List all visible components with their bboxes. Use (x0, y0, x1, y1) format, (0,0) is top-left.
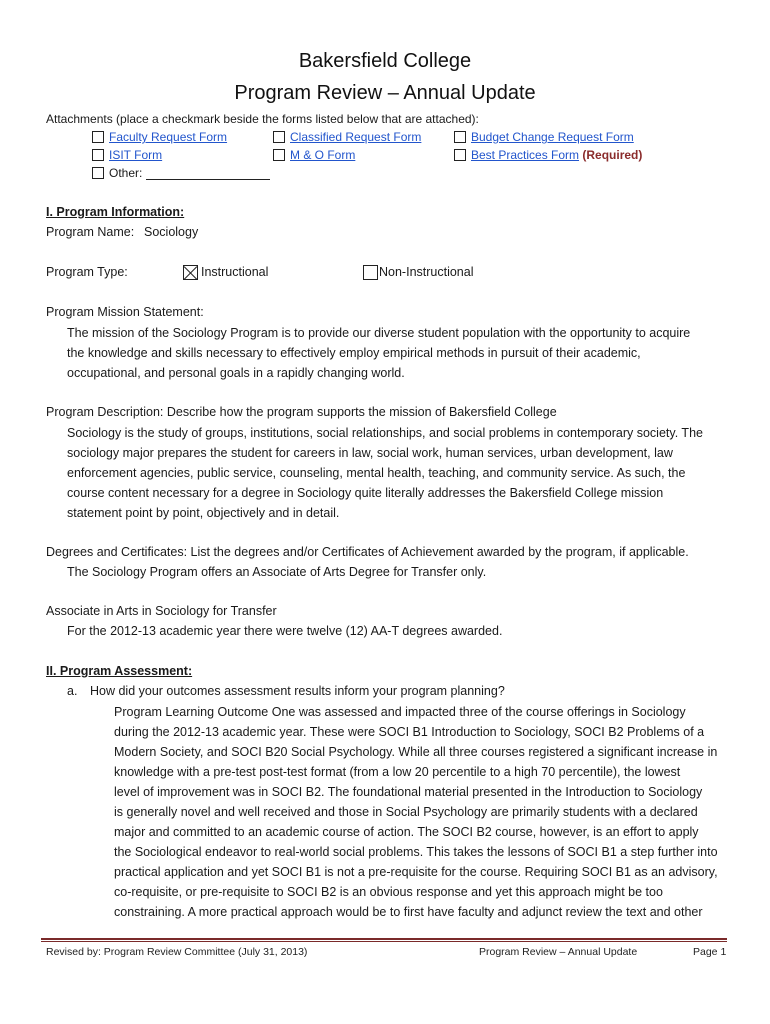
instructional-checkbox[interactable] (183, 265, 198, 280)
degrees-label: Degrees and Certificates: List the degrees and/or Certificates of Achievement awarded by the program, if applicable. (46, 545, 689, 559)
other-checkbox[interactable] (92, 167, 104, 179)
mission-line: the knowledge and skills necessary to effectively employ empirical methods in pursuit of their academic, (67, 346, 641, 360)
mission-statement (67, 323, 690, 383)
program-description (67, 423, 703, 523)
answer-line: knowledge with a pre-test post-test format (from a low 20 percentile to a high 70 percentile), the lowest (114, 765, 681, 779)
footer-rule (41, 938, 727, 940)
noninstructional-label: Non-Instructional (379, 265, 474, 279)
answer-line: practical application and yet SOCI B1 is not a pre-requisite for the course. Requiring SOCI B1 as an advisory, (114, 865, 718, 879)
other-label: Other: (109, 166, 143, 180)
program-name-label: Program Name: (46, 225, 135, 239)
isit-link[interactable]: ISIT Form (109, 148, 163, 162)
answer-line: Program Learning Outcome One was assessed and impacted three of the course offerings in Sociology (114, 705, 686, 719)
mission-line: The mission of the Sociology Program is to provide our diverse student population with the opportunity to acquire (67, 326, 691, 340)
attachments-intro: Attachments (place a checkmark beside the forms listed below that are attached): (46, 112, 479, 126)
other-row (109, 166, 270, 180)
footer-revised: Revised by: Program Review Committee (July 31, 2013) (46, 946, 308, 958)
answer-line: during the 2012-13 academic year. These were SOCI B1 Introduction to Sociology, SOCI B2 Problems of a (114, 725, 705, 739)
answer-line: co-requisite, or pre-requisite to SOCI B2 is an obvious response and yet this approach might be too (114, 885, 663, 899)
faculty-request-checkbox[interactable] (92, 131, 104, 143)
document-title: Bakersfield College (298, 50, 472, 72)
m-and-o-checkbox[interactable] (273, 149, 285, 161)
mission-line: occupational, and personal goals in a rapidly changing world. (67, 366, 405, 380)
answer-line: the Sociological endeavor to real-world social problems. This takes the lessons of SOCI B1 a step further into (114, 845, 718, 859)
section-2-heading: II. Program Assessment: (46, 664, 193, 678)
answer-line: level of improvement was in SOCI B2. The foundational material presented in the Introduction to Sociology (114, 785, 703, 799)
page-number: Page 1 (693, 946, 727, 958)
answer-line: major and committed to an academic course of action. The SOCI B2 course, however, is an effort to apply (114, 825, 699, 839)
noninstructional-checkbox[interactable] (363, 265, 378, 280)
description-line: Sociology is the study of groups, institutions, social relationships, and social problems in contemporary society. The (67, 426, 703, 440)
description-line: statement point by point, objectively and in detail. (67, 506, 340, 520)
m-and-o-link[interactable]: M & O Form (290, 148, 356, 162)
answer-line: Modern Society, and SOCI B20 Social Psychology. While all three courses registered a significant increase in (114, 745, 718, 759)
budget-change-checkbox[interactable] (454, 131, 466, 143)
faculty-request-link[interactable]: Faculty Request Form (109, 130, 228, 144)
best-practices-link[interactable]: Best Practices Form (471, 148, 580, 162)
question-letter: a. (67, 684, 78, 698)
description-line: enforcement agencies, public service, counseling, mental health, teaching, and community service. As such, the (67, 466, 686, 480)
required-note: (Required) (582, 148, 643, 162)
classified-request-link[interactable]: Classified Request Form (290, 130, 422, 144)
degrees-text: The Sociology Program offers an Associate of Arts Degree for Transfer only. (67, 565, 487, 579)
isit-checkbox[interactable] (92, 149, 104, 161)
description-line: sociology major prepares the student for careers in law, social work, human services, urban development, law (67, 446, 673, 460)
best-practices-checkbox[interactable] (454, 149, 466, 161)
classified-request-checkbox[interactable] (273, 131, 285, 143)
footer-rule-thin (41, 941, 727, 942)
program-name-value: Sociology (144, 225, 199, 239)
section-1-heading: I. Program Information: (46, 205, 185, 219)
assessment-answer (114, 702, 718, 922)
assessment-question: How did your outcomes assessment results inform your program planning? (90, 684, 505, 698)
other-blank-field[interactable] (146, 168, 270, 180)
description-label: Program Description: Describe how the program supports the mission of Bakersfield College (46, 405, 557, 419)
aa-text: For the 2012-13 academic year there were twelve (12) AA-T degrees awarded. (67, 624, 503, 638)
budget-change-link[interactable]: Budget Change Request Form (471, 130, 634, 144)
answer-line: is generally novel and well received and those in Social Psychology are primarily students with a declared (114, 805, 698, 819)
instructional-label: Instructional (201, 265, 269, 279)
aa-label: Associate in Arts in Sociology for Transfer (46, 604, 277, 618)
best-practices-row (471, 148, 642, 162)
answer-line: constraining. A more practical approach would be to first have faculty and adjunct review the text and other (114, 905, 703, 919)
program-type-label: Program Type: (46, 265, 128, 279)
footer-doc-title: Program Review – Annual Update (479, 946, 638, 958)
mission-label: Program Mission Statement: (46, 305, 204, 319)
document-subtitle: Program Review – Annual Update (234, 82, 536, 104)
description-line: course content necessary for a degree in Sociology quite literally addresses the Bakersfield College mission (67, 486, 664, 500)
